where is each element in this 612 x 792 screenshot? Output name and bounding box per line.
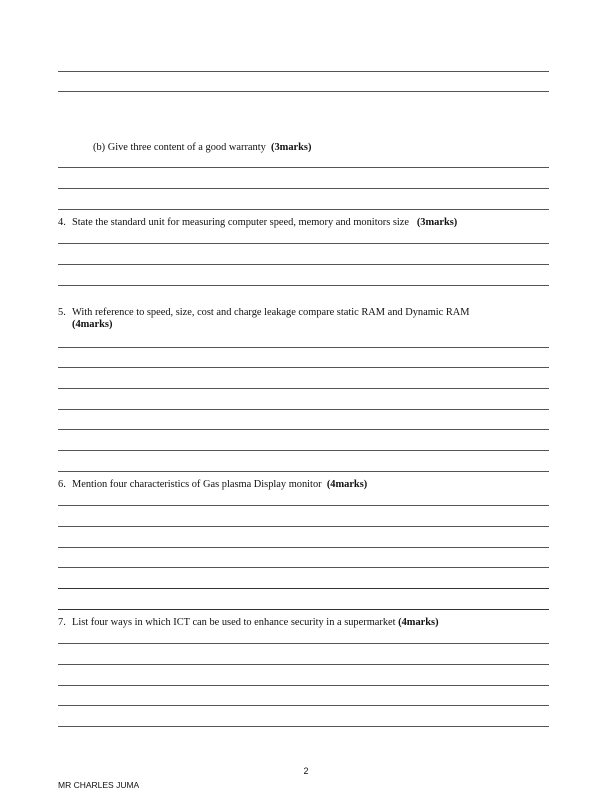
- answer-line: [58, 471, 549, 472]
- answer-line: [58, 388, 549, 389]
- question-3b: [93, 142, 311, 154]
- answer-line: [58, 264, 549, 265]
- answer-line: [58, 91, 549, 92]
- question-marks: (4marks): [72, 319, 113, 330]
- page-number: 2: [303, 766, 309, 776]
- answer-line: [58, 526, 549, 527]
- answer-line: [58, 567, 549, 568]
- answer-line: [58, 285, 549, 286]
- question-text: List four ways in which ICT can be used to enhance security in a supermarket: [72, 617, 399, 628]
- footer-author: MR CHARLES JUMA: [58, 780, 140, 790]
- question-marks: (4marks): [398, 617, 439, 628]
- answer-line: [58, 367, 549, 368]
- answer-line: [58, 685, 549, 686]
- question-number: 4.: [58, 217, 66, 228]
- question-5: [58, 307, 470, 331]
- answer-line: [58, 71, 549, 72]
- answer-line: [58, 505, 549, 506]
- answer-line: [58, 726, 549, 727]
- answer-line: [58, 705, 549, 706]
- answer-line: [58, 409, 549, 410]
- question-text: With reference to speed, size, cost and charge leakage compare static RAM and Dynamic RAM: [72, 307, 470, 318]
- question-text: State the standard unit for measuring computer speed, memory and monitors size: [72, 217, 412, 228]
- answer-line: [58, 450, 549, 451]
- answer-line: [58, 243, 549, 244]
- question-text: (b) Give three content of a good warranty: [93, 142, 269, 153]
- question-marks: (3marks): [271, 142, 312, 153]
- question-number: 6.: [58, 479, 66, 490]
- answer-line: [58, 664, 549, 665]
- answer-line: [58, 209, 549, 210]
- question-marks: (3marks): [416, 217, 458, 228]
- answer-line: [58, 609, 549, 610]
- answer-line: [58, 347, 549, 348]
- answer-line: [58, 188, 549, 189]
- answer-line: [58, 167, 549, 168]
- question-4: [58, 217, 457, 229]
- question-7: [58, 617, 439, 629]
- question-6: [58, 479, 367, 491]
- answer-line: [58, 429, 549, 430]
- answer-line: [58, 547, 549, 548]
- answer-line: [58, 588, 549, 589]
- question-number: 7.: [58, 617, 66, 628]
- question-text: Mention four characteristics of Gas plasma Display monitor: [72, 479, 325, 490]
- question-marks: (4marks): [326, 479, 368, 490]
- answer-line: [58, 643, 549, 644]
- question-number: 5.: [58, 307, 66, 318]
